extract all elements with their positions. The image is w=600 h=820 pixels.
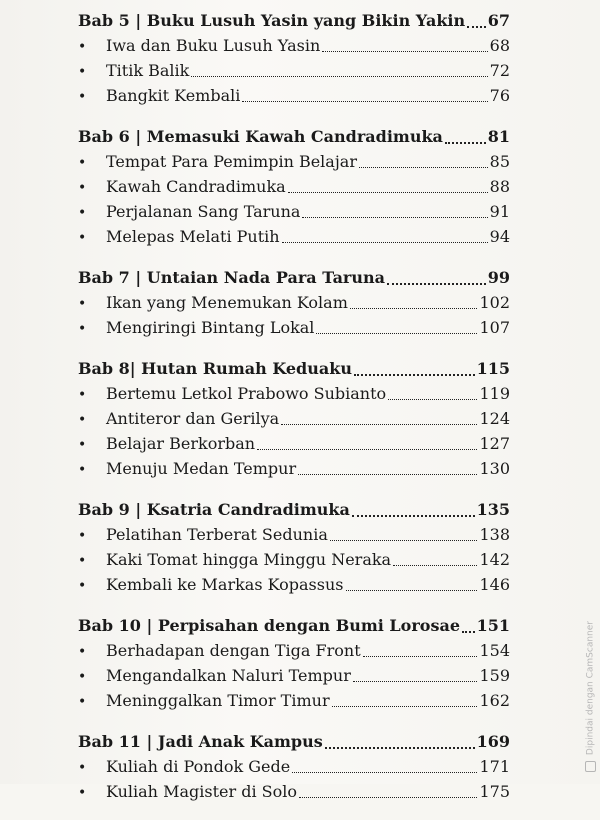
toc-entry[interactable] bbox=[78, 83, 510, 108]
dot-leader bbox=[363, 656, 478, 657]
dot-leader bbox=[281, 424, 477, 425]
bullet-icon: • bbox=[78, 321, 87, 337]
chapter-section bbox=[78, 729, 510, 804]
entry-title: Menuju Medan Tempur bbox=[106, 459, 297, 478]
bullet-icon: • bbox=[78, 180, 87, 196]
dot-leader bbox=[191, 76, 487, 77]
toc-entry[interactable] bbox=[78, 406, 510, 431]
bullet-icon: • bbox=[78, 89, 87, 105]
entry-title: Kaki Tomat hingga Minggu Neraka bbox=[106, 550, 392, 569]
table-of-contents bbox=[78, 8, 510, 820]
bullet-icon: • bbox=[78, 694, 87, 710]
entry-page-number: 171 bbox=[479, 757, 510, 776]
entry-title: Bertemu Letkol Prabowo Subianto bbox=[106, 384, 387, 403]
toc-entry[interactable] bbox=[78, 290, 510, 315]
camscanner-icon bbox=[585, 761, 596, 772]
entry-title: Perjalanan Sang Taruna bbox=[106, 202, 301, 221]
chapter-title: Bab 5 | Buku Lusuh Yasin yang Bikin Yakin bbox=[78, 11, 466, 30]
entry-title: Pelatihan Terberat Sedunia bbox=[106, 525, 328, 544]
toc-entry[interactable] bbox=[78, 431, 510, 456]
toc-entry[interactable] bbox=[78, 33, 510, 58]
bullet-icon: • bbox=[78, 785, 87, 801]
chapter-page-number: 81 bbox=[487, 127, 510, 146]
chapter-title: Bab 9 | Ksatria Candradimuka bbox=[78, 500, 350, 519]
entry-page-number: 102 bbox=[479, 293, 510, 312]
dot-leader bbox=[387, 283, 486, 285]
chapter-heading[interactable] bbox=[78, 265, 510, 290]
chapter-title: Bab 6 | Memasuki Kawah Candradimuka bbox=[78, 127, 443, 146]
entry-title: Meninggalkan Timor Timur bbox=[106, 691, 330, 710]
toc-entry[interactable] bbox=[78, 754, 510, 779]
entry-title: Berhadapan dengan Tiga Front bbox=[106, 641, 361, 660]
chapter-page-number: 135 bbox=[476, 500, 510, 519]
toc-entry[interactable] bbox=[78, 547, 510, 572]
entry-title: Titik Balik bbox=[106, 61, 190, 80]
entry-title: Kawah Candradimuka bbox=[106, 177, 286, 196]
entry-page-number: 124 bbox=[479, 409, 510, 428]
entry-page-number: 138 bbox=[479, 525, 510, 544]
dot-leader bbox=[257, 449, 477, 450]
chapter-section bbox=[78, 8, 510, 108]
toc-entry[interactable] bbox=[78, 638, 510, 663]
entry-title: Bangkit Kembali bbox=[106, 86, 241, 105]
dot-leader bbox=[359, 167, 488, 168]
entry-title: Ikan yang Menemukan Kolam bbox=[106, 293, 348, 312]
entry-page-number: 94 bbox=[489, 227, 510, 246]
entry-page-number: 76 bbox=[489, 86, 510, 105]
bullet-icon: • bbox=[78, 437, 87, 453]
dot-leader bbox=[352, 515, 475, 517]
entry-page-number: 175 bbox=[479, 782, 510, 801]
chapter-heading[interactable] bbox=[78, 729, 510, 754]
chapter-heading[interactable] bbox=[78, 497, 510, 522]
dot-leader bbox=[445, 142, 486, 144]
chapter-title: Bab 11 | Jadi Anak Kampus bbox=[78, 732, 323, 751]
chapter-page-number: 67 bbox=[487, 11, 510, 30]
chapter-title: Bab 8| Hutan Rumah Keduaku bbox=[78, 359, 352, 378]
entry-title: Tempat Para Pemimpin Belajar bbox=[106, 152, 357, 171]
dot-leader bbox=[462, 631, 475, 633]
entry-title: Kembali ke Markas Kopassus bbox=[106, 575, 344, 594]
dot-leader bbox=[299, 797, 477, 798]
toc-entry[interactable] bbox=[78, 199, 510, 224]
dot-leader bbox=[354, 374, 475, 376]
entry-title: Mengiringi Bintang Lokal bbox=[106, 318, 315, 337]
entry-page-number: 159 bbox=[479, 666, 510, 685]
dot-leader bbox=[282, 242, 488, 243]
entry-title: Kuliah di Pondok Gede bbox=[106, 757, 291, 776]
bullet-icon: • bbox=[78, 553, 87, 569]
dot-leader bbox=[242, 101, 487, 102]
chapter-heading[interactable] bbox=[78, 124, 510, 149]
chapter-heading[interactable] bbox=[78, 613, 510, 638]
chapter-section bbox=[78, 497, 510, 597]
dot-leader bbox=[316, 333, 477, 334]
dot-leader bbox=[322, 51, 487, 52]
dot-leader bbox=[388, 399, 477, 400]
entry-page-number: 127 bbox=[479, 434, 510, 453]
toc-entry[interactable] bbox=[78, 58, 510, 83]
toc-entry[interactable] bbox=[78, 779, 510, 804]
chapter-page-number: 169 bbox=[476, 732, 510, 751]
dot-leader bbox=[292, 772, 477, 773]
bullet-icon: • bbox=[78, 205, 87, 221]
chapter-section bbox=[78, 613, 510, 713]
dot-leader bbox=[325, 747, 475, 749]
bullet-icon: • bbox=[78, 387, 87, 403]
dot-leader bbox=[302, 217, 487, 218]
chapter-heading[interactable] bbox=[78, 8, 510, 33]
bullet-icon: • bbox=[78, 412, 87, 428]
toc-entry[interactable] bbox=[78, 381, 510, 406]
entry-page-number: 68 bbox=[489, 36, 510, 55]
entry-title: Antiteror dan Gerilya bbox=[106, 409, 280, 428]
bullet-icon: • bbox=[78, 39, 87, 55]
entry-page-number: 119 bbox=[479, 384, 510, 403]
entry-page-number: 72 bbox=[489, 61, 510, 80]
entry-page-number: 146 bbox=[479, 575, 510, 594]
dot-leader bbox=[288, 192, 488, 193]
toc-entry[interactable] bbox=[78, 224, 510, 249]
dot-leader bbox=[330, 540, 478, 541]
chapter-section bbox=[78, 124, 510, 249]
toc-entry[interactable] bbox=[78, 174, 510, 199]
bullet-icon: • bbox=[78, 578, 87, 594]
bullet-icon: • bbox=[78, 64, 87, 80]
entry-page-number: 91 bbox=[489, 202, 510, 221]
chapter-heading[interactable] bbox=[78, 356, 510, 381]
chapter-page-number: 99 bbox=[487, 268, 510, 287]
bullet-icon: • bbox=[78, 155, 87, 171]
entry-title: Melepas Melati Putih bbox=[106, 227, 280, 246]
toc-entry[interactable] bbox=[78, 572, 510, 597]
scanner-watermark bbox=[585, 621, 596, 772]
dot-leader bbox=[298, 474, 477, 475]
dot-leader bbox=[467, 26, 486, 28]
dot-leader bbox=[332, 706, 478, 707]
entry-page-number: 162 bbox=[479, 691, 510, 710]
scanner-text: Dipindai dengan CamScanner bbox=[585, 621, 596, 756]
dot-leader bbox=[393, 565, 477, 566]
entry-page-number: 154 bbox=[479, 641, 510, 660]
dot-leader bbox=[346, 590, 478, 591]
toc-entry[interactable] bbox=[78, 315, 510, 340]
bullet-icon: • bbox=[78, 669, 87, 685]
chapter-page-number: 115 bbox=[476, 359, 510, 378]
bullet-icon: • bbox=[78, 760, 87, 776]
dot-leader bbox=[350, 308, 478, 309]
chapter-title: Bab 10 | Perpisahan dengan Bumi Lorosae bbox=[78, 616, 460, 635]
chapter-section bbox=[78, 356, 510, 481]
chapter-page-number: 151 bbox=[476, 616, 510, 635]
bullet-icon: • bbox=[78, 296, 87, 312]
dot-leader bbox=[353, 681, 478, 682]
toc-entry[interactable] bbox=[78, 688, 510, 713]
bullet-icon: • bbox=[78, 644, 87, 660]
bullet-icon: • bbox=[78, 462, 87, 478]
toc-entry[interactable] bbox=[78, 522, 510, 547]
entry-page-number: 88 bbox=[489, 177, 510, 196]
entry-title: Kuliah Magister di Solo bbox=[106, 782, 297, 801]
toc-entry[interactable] bbox=[78, 149, 510, 174]
entry-page-number: 85 bbox=[489, 152, 510, 171]
entry-page-number: 107 bbox=[479, 318, 510, 337]
entry-page-number: 142 bbox=[479, 550, 510, 569]
toc-entry[interactable] bbox=[78, 663, 510, 688]
toc-entry[interactable] bbox=[78, 456, 510, 481]
entry-title: Mengandalkan Naluri Tempur bbox=[106, 666, 351, 685]
entry-page-number: 130 bbox=[479, 459, 510, 478]
bullet-icon: • bbox=[78, 528, 87, 544]
entry-title: Belajar Berkorban bbox=[106, 434, 256, 453]
chapter-title: Bab 7 | Untaian Nada Para Taruna bbox=[78, 268, 385, 287]
entry-title: Iwa dan Buku Lusuh Yasin bbox=[106, 36, 321, 55]
chapter-section bbox=[78, 265, 510, 340]
bullet-icon: • bbox=[78, 230, 87, 246]
